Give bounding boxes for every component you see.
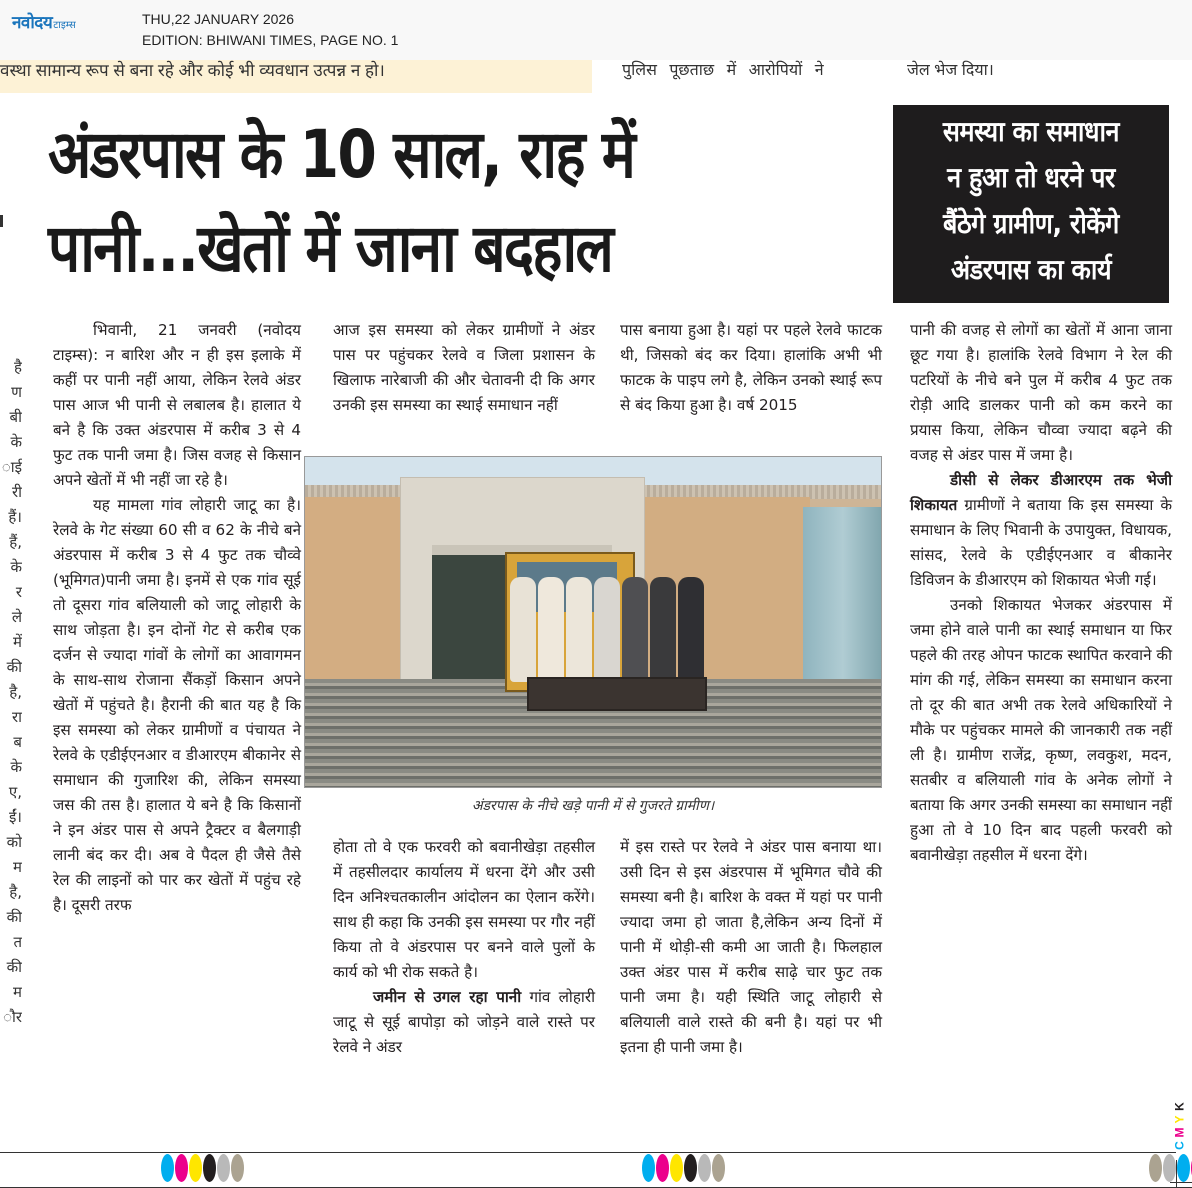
cmyk-letter: Y [1172, 1115, 1187, 1124]
edge-fragment: की [6, 658, 22, 676]
registration-dot [712, 1154, 725, 1182]
edge-fragment: ईं। [8, 808, 22, 826]
edge-fragment: में [13, 633, 22, 651]
article-column-1 [53, 318, 301, 918]
registration-dot [1149, 1154, 1162, 1182]
photo-loader-bucket [527, 677, 707, 711]
article-column-3-bottom [620, 835, 882, 1060]
previous-article-right [592, 58, 1192, 88]
registration-dot [642, 1154, 655, 1182]
registration-dot [189, 1154, 202, 1182]
edge-fragment: र [15, 583, 22, 601]
edge-fragment: हैं, [9, 533, 22, 551]
edition-date: THU,22 JANUARY 2026 [142, 11, 294, 27]
kicker-line: अंडरपास का कार्य [950, 253, 1112, 286]
kicker-box [893, 105, 1169, 303]
previous-article-text-b: जेल भेज दिया। [907, 62, 994, 79]
edge-fragment: री [11, 483, 22, 501]
registration-dot [175, 1154, 188, 1182]
registration-dot [670, 1154, 683, 1182]
registration-dot [231, 1154, 244, 1182]
edge-fragment: त [13, 933, 22, 951]
dot-group [642, 1154, 725, 1182]
registration-dot [684, 1154, 697, 1182]
body-text: ग्रामीणों ने बताया कि इस समस्या के समाधान के लिए भिवानी के उपायुक्त, विधायक, सांसद, रेलवे के एडीईएनआर व बीकानेर डिविजन के डीआरएम को शिकायत भेजी गई। [910, 496, 1172, 589]
edition-page: EDITION: BHIWANI TIMES, PAGE NO. 1 [142, 32, 399, 48]
previous-article-strip [0, 60, 592, 93]
edge-fragment: ाई [1, 458, 22, 476]
edge-fragment: है, [9, 683, 22, 701]
kicker-line: न हुआ तो धरने पर [947, 161, 1115, 194]
body-paragraph: में इस रास्ते पर रेलवे ने अंडर पास बनाया था। उसी दिन से इस अंडरपास में भूमिगत चौवे की समस्या बनी है। बारिश के वक्त में यहां पर पानी ज्यादा जमा हो जाता है,लेकिन अन्य दिनों में पानी में थोड़ी-सी कमी आ जाती है। फिलहाल उक्त अंडर पास में करीब साढ़े चार फुट तक पानी जमा है। यही स्थिति जाटू लोहारी से बलियाली वाले रास्ते की बनी है। यहां पर भी इतना ही पानी जमा है। [620, 838, 882, 1056]
edge-fragment: की [6, 958, 22, 976]
body-paragraph: उनको शिकायत भेजकर अंडरपास में जमा होने वाले पानी का स्थाई समाधान या फिर पहले की तरह ओपन फाटक स्थापित करवाने की मांग की गई, लेकिन समस्या का समाधान करना तो दूर की बात अभी तक रेलवे अधिकारियों ने मौके पर पहुंचकर मामले की जानकारी तक नहीं ली है। ग्रामीण राजेंद्र, कृष्ण, लवकुश, मदन, सतबीर व बलियाली गांव के अनेक लोगों ने बताया कि अगर उनकी समस्या का समाधान नहीं हुआ तो वे 10 दिन बाद पहली फरवरी को बवानीखेड़ा तहसील में धरना देंगे। [910, 596, 1172, 864]
edge-fragment: ण [11, 383, 22, 401]
registration-dot [698, 1154, 711, 1182]
edge-fragment: को [6, 833, 22, 851]
cmyk-letter: K [1172, 1102, 1187, 1111]
edge-fragment: म [13, 983, 22, 1001]
edition-info [142, 9, 398, 51]
kicker-line: बैंठेगे ग्रामीण, रोकेंगे [943, 207, 1119, 240]
photo-person [622, 577, 648, 682]
headline [48, 108, 762, 296]
photo-wall-right [803, 507, 882, 707]
edge-fragment: म [13, 858, 22, 876]
news-photo-underpass[interactable] [304, 456, 882, 788]
article-column-3-top [620, 318, 882, 418]
edge-fragment: ब [13, 733, 22, 751]
logo-main-text: नवोदय [12, 13, 53, 33]
photo-person [650, 577, 676, 682]
registration-line [0, 1152, 1176, 1153]
edge-mark [0, 215, 3, 227]
headline-line-2: पानी...खेतों में जाना बदहाल [48, 210, 613, 287]
crop-mark-vertical [1176, 1160, 1177, 1188]
edge-fragment: रा [11, 708, 22, 726]
crop-mark-horizontal [1170, 1182, 1192, 1183]
logo-sub-text: टाइम्स [53, 20, 76, 31]
body-text: गांव लोहारी जाटू से सूई बापोड़ा को जोड़ने वाले रास्ते पर रेलवे ने अंडर [333, 988, 595, 1056]
edge-fragment: के [10, 558, 22, 576]
photo-person [594, 577, 620, 682]
edge-fragment: है [14, 358, 22, 376]
edge-fragment: हैं। [8, 508, 22, 526]
body-paragraph: पास बनाया हुआ है। यहां पर पहले रेलवे फाटक थी, जिसको बंद कर दिया। हालांकि अभी भी फाटक के पाइप लगे है, लेकिन उनको स्थाई रूप से बंद किया हुआ है। वर्ष 2015 [620, 321, 882, 414]
photo-caption: अंडरपास के नीचे खड़े पानी में से गुजरते ग्रामीण। [471, 798, 715, 814]
previous-article-text-a: पुलिस पूछताछ में आरोपियों ने [622, 62, 824, 79]
cmyk-letter: M [1172, 1127, 1187, 1138]
subhead-paragraph [910, 468, 1172, 593]
body-paragraph: यह मामला गांव लोहारी जाटू का है। रेलवे के गेट संख्या 60 सी व 62 के नीचे बने अंडरपास में करीब 3 से 4 फुट तक चौव्वे (भूमिगत)पानी जमा है। इनमें से एक गांव सूई तो दूसरा गांव बलियाली को जाटू लोहारी के साथ जोड़ता है। इन दोनों गेट से करीब एक दर्जन से ज्यादा गांवों के लोगों का आवागमन के साथ-साथ रोजाना सैंकड़ों किसान अपने खेतों में पहुंचते है। हैरानी की बात यह है कि इस समस्या को लेकर ग्रामीणों व पंचायत ने रेलवे के एडीईएनआर व डीआरएम बीकानेर से समाधान की गुजारिश की, लेकिन समस्या जस की तस है। हालात ये बने है कि किसानों ने इन अंडर पास से अपने ट्रैक्टर व बैलगाड़ी लानी बंद कर दी। अब वे पैदल ही जैसे तैसे रेल की लाइनों को पार कर खेतों में पहुंच रहे है। दूसरी तरफ [53, 496, 301, 914]
article-column-2-top [333, 318, 595, 418]
edge-fragment: ले [11, 608, 22, 626]
newspaper-logo[interactable] [12, 10, 76, 33]
edge-fragment: ौर [3, 1008, 22, 1026]
article-column-4 [910, 318, 1172, 868]
photo-person [538, 577, 564, 682]
body-paragraph: पानी की वजह से लोगों का खेतों में आना जाना छूट गया है। हालांकि रेलवे विभाग ने रेल की पटरियों के नीचे बने पुल में करीब 4 फुट तक रोड़ी आदि डालकर पानी को कम करने का प्रयास किया, लेकिन चौव्वा ज्यादा बढ़ने की वजह से अंडर पास में जमा है। [910, 321, 1172, 464]
edge-fragment: के [10, 758, 22, 776]
edge-fragment: की [6, 908, 22, 926]
edition-header [0, 0, 1192, 60]
photo-person [678, 577, 704, 682]
registration-dot [203, 1154, 216, 1182]
dot-group [161, 1154, 244, 1182]
cmyk-label [1173, 1100, 1189, 1160]
cmyk-letter: C [1172, 1141, 1187, 1150]
edge-fragment: है, [9, 883, 22, 901]
edge-fragment: ए, [8, 783, 22, 801]
body-paragraph: होता तो वे एक फरवरी को बवानीखेड़ा तहसील में तहसीलदार कार्यालय में धरना देंगे और उसी दिन अनिश्चतकालीन आंदोलन का ऐलान करेंगे। साथ ही कहा कि उनकी इस समस्या पर गौर नहीं किया तो वे अंडरपास पर बनने वाले पुलों के कार्य को भी रोक सकते है। [333, 838, 595, 981]
dateline-paragraph: भिवानी, 21 जनवरी (नवोदय टाइम्स): न बारिश और न ही इस इलाके में कहीं पर पानी नहीं आया, लेकिन रेलवे अंडर पास आज भी पानी से लबालब है। हालात ये बने है कि उक्त अंडरपास में करीब 3 से 4 फुट तक पानी जमा है। जिस वजह से किसान अपने खेतों में भी नहीं जा रहे है। [53, 321, 301, 489]
previous-article-text: वस्था सामान्य रूप से बना रहे और कोई भी व्यवधान उत्पन्न न हो। [0, 61, 385, 80]
registration-dot [217, 1154, 230, 1182]
headline-line-1: अंडरपास के 10 साल, राह में [48, 116, 635, 193]
photo-earth-left [305, 497, 405, 687]
registration-dot [161, 1154, 174, 1182]
subhead: डीसी से लेकर डीआरएम तक भेजी शिकायत [910, 471, 1172, 514]
photo-person [510, 577, 536, 682]
subhead-paragraph [333, 985, 595, 1060]
subhead: जमीन से उगल रहा पानी [373, 988, 522, 1006]
registration-dot [656, 1154, 669, 1182]
clipped-adjacent-column [0, 355, 22, 1030]
article-column-2-bottom [333, 835, 595, 1060]
photo-person [566, 577, 592, 682]
edge-fragment: बी [9, 408, 22, 426]
kicker-line: समस्या का समाधान [942, 115, 1120, 148]
edge-fragment: के [10, 433, 22, 451]
body-paragraph: आज इस समस्या को लेकर ग्रामीणों ने अंडर पास पर पहुंचकर रेलवे व जिला प्रशासन के खिलाफ नारेबाजी की और चेतावनी दी कि अगर उनकी इस समस्या का स्थाई समाधान नहीं [333, 321, 595, 414]
